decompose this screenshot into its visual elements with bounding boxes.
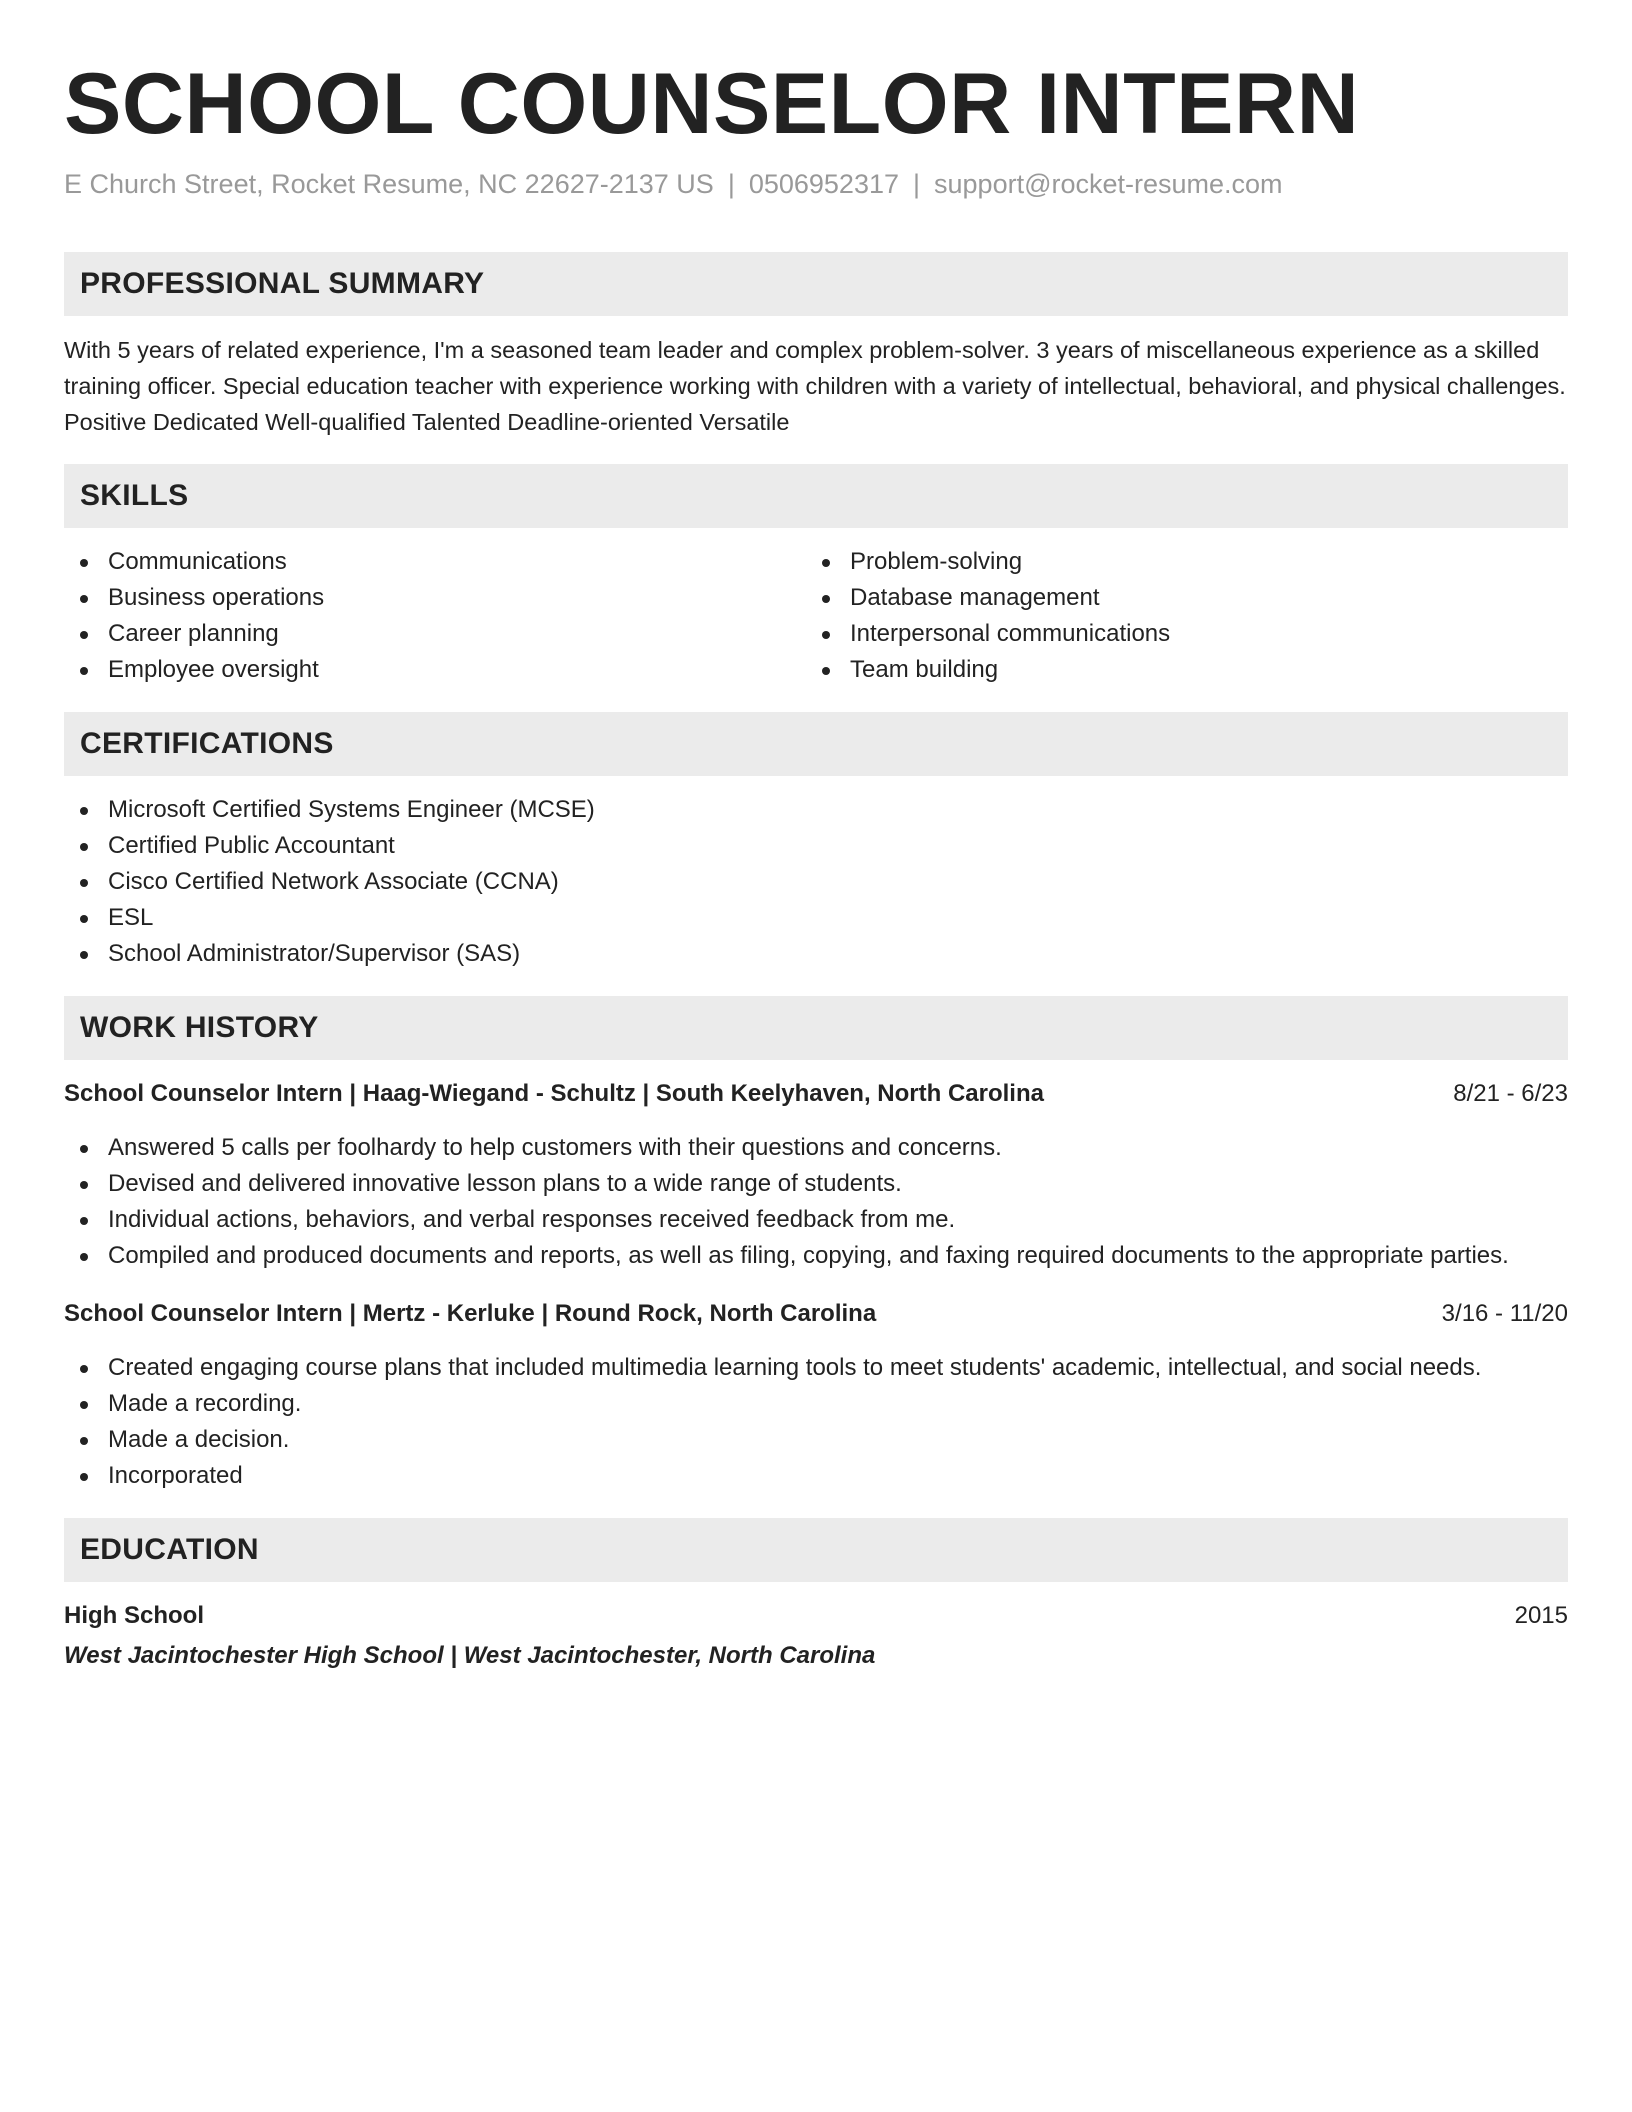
skills-column-left — [64, 544, 806, 688]
job-bullet: Made a decision. — [64, 1422, 1568, 1458]
summary-section — [64, 252, 1568, 440]
skill-item: Problem-solving — [806, 544, 1548, 580]
certification-item: ESL — [64, 900, 1568, 936]
skills-grid — [64, 544, 1568, 688]
job-header — [64, 1076, 1568, 1112]
certification-item: Certified Public Accountant — [64, 828, 1568, 864]
job-heading: School Counselor Intern | Mertz - Kerluke | Round Rock, North Carolina — [64, 1300, 877, 1327]
summary-heading: PROFESSIONAL SUMMARY — [64, 252, 1568, 316]
work-history-heading: WORK HISTORY — [64, 996, 1568, 1060]
job-header — [64, 1296, 1568, 1332]
job-bullets — [64, 1130, 1568, 1274]
job-dates: 3/16 - 11/20 — [1441, 1300, 1568, 1327]
contact-separator: | — [913, 169, 921, 199]
education-header — [64, 1598, 1568, 1634]
certification-item: Microsoft Certified Systems Engineer (MCSE) — [64, 792, 1568, 828]
contact-address: E Church Street, Rocket Resume, NC 22627-2137 US — [64, 169, 714, 199]
certifications-section — [64, 712, 1568, 972]
job-bullet: Compiled and produced documents and reports, as well as filing, copying, and faxing required documents to the appropriate parties. — [64, 1238, 1568, 1274]
candidate-name: SCHOOL COUNSELOR INTERN — [64, 56, 1360, 152]
job-bullet: Made a recording. — [64, 1386, 1568, 1422]
skill-item: Career planning — [64, 616, 806, 652]
skill-item: Database management — [806, 580, 1548, 616]
work-history-section — [64, 996, 1568, 1494]
job-heading: School Counselor Intern | Haag-Wiegand - Schultz | South Keelyhaven, North Carolina — [64, 1080, 1044, 1107]
contact-separator: | — [727, 169, 735, 199]
contact-phone: 0506952317 — [748, 169, 899, 199]
job-bullets — [64, 1350, 1568, 1494]
education-entry — [64, 1598, 1568, 1674]
job-dates: 8/21 - 6/23 — [1453, 1080, 1568, 1107]
job-bullet: Incorporated — [64, 1458, 1568, 1494]
skill-item: Communications — [64, 544, 806, 580]
skill-item: Interpersonal communications — [806, 616, 1548, 652]
skill-item: Business operations — [64, 580, 806, 616]
job-bullet: Answered 5 calls per foolhardy to help customers with their questions and concerns. — [64, 1130, 1568, 1166]
certifications-heading: CERTIFICATIONS — [64, 712, 1568, 776]
skills-section — [64, 464, 1568, 688]
summary-text: With 5 years of related experience, I'm a seasoned team leader and complex problem-solver. 3 years of miscellaneous experience as a skilled training officer. Special education teacher with experience working with children with a variety of intellectual, behavioral, and physical challenges. Positive Dedicated Well-qualified Talented Deadline-oriented Versatile — [64, 337, 1566, 435]
certifications-list — [64, 792, 1568, 972]
certification-item: Cisco Certified Network Associate (CCNA) — [64, 864, 1568, 900]
education-degree: High School — [64, 1602, 204, 1629]
skill-item: Team building — [806, 652, 1548, 688]
job-bullet: Individual actions, behaviors, and verbal responses received feedback from me. — [64, 1202, 1568, 1238]
education-heading: EDUCATION — [64, 1518, 1568, 1582]
job-entry — [64, 1076, 1568, 1274]
education-school: West Jacintochester High School | West Jacintochester, North Carolina — [64, 1642, 876, 1669]
skill-item: Employee oversight — [64, 652, 806, 688]
certification-item: School Administrator/Supervisor (SAS) — [64, 936, 1568, 972]
skills-heading: SKILLS — [64, 464, 1568, 528]
education-year: 2015 — [1514, 1602, 1568, 1629]
job-bullet: Created engaging course plans that included multimedia learning tools to meet students' academic, intellectual, and social needs. — [64, 1350, 1568, 1386]
job-bullet: Devised and delivered innovative lesson plans to a wide range of students. — [64, 1166, 1568, 1202]
skills-column-right — [806, 544, 1548, 688]
education-section — [64, 1518, 1568, 1674]
job-entry — [64, 1296, 1568, 1494]
contact-line — [64, 166, 1568, 202]
contact-email[interactable]: support@rocket-resume.com — [934, 169, 1283, 199]
